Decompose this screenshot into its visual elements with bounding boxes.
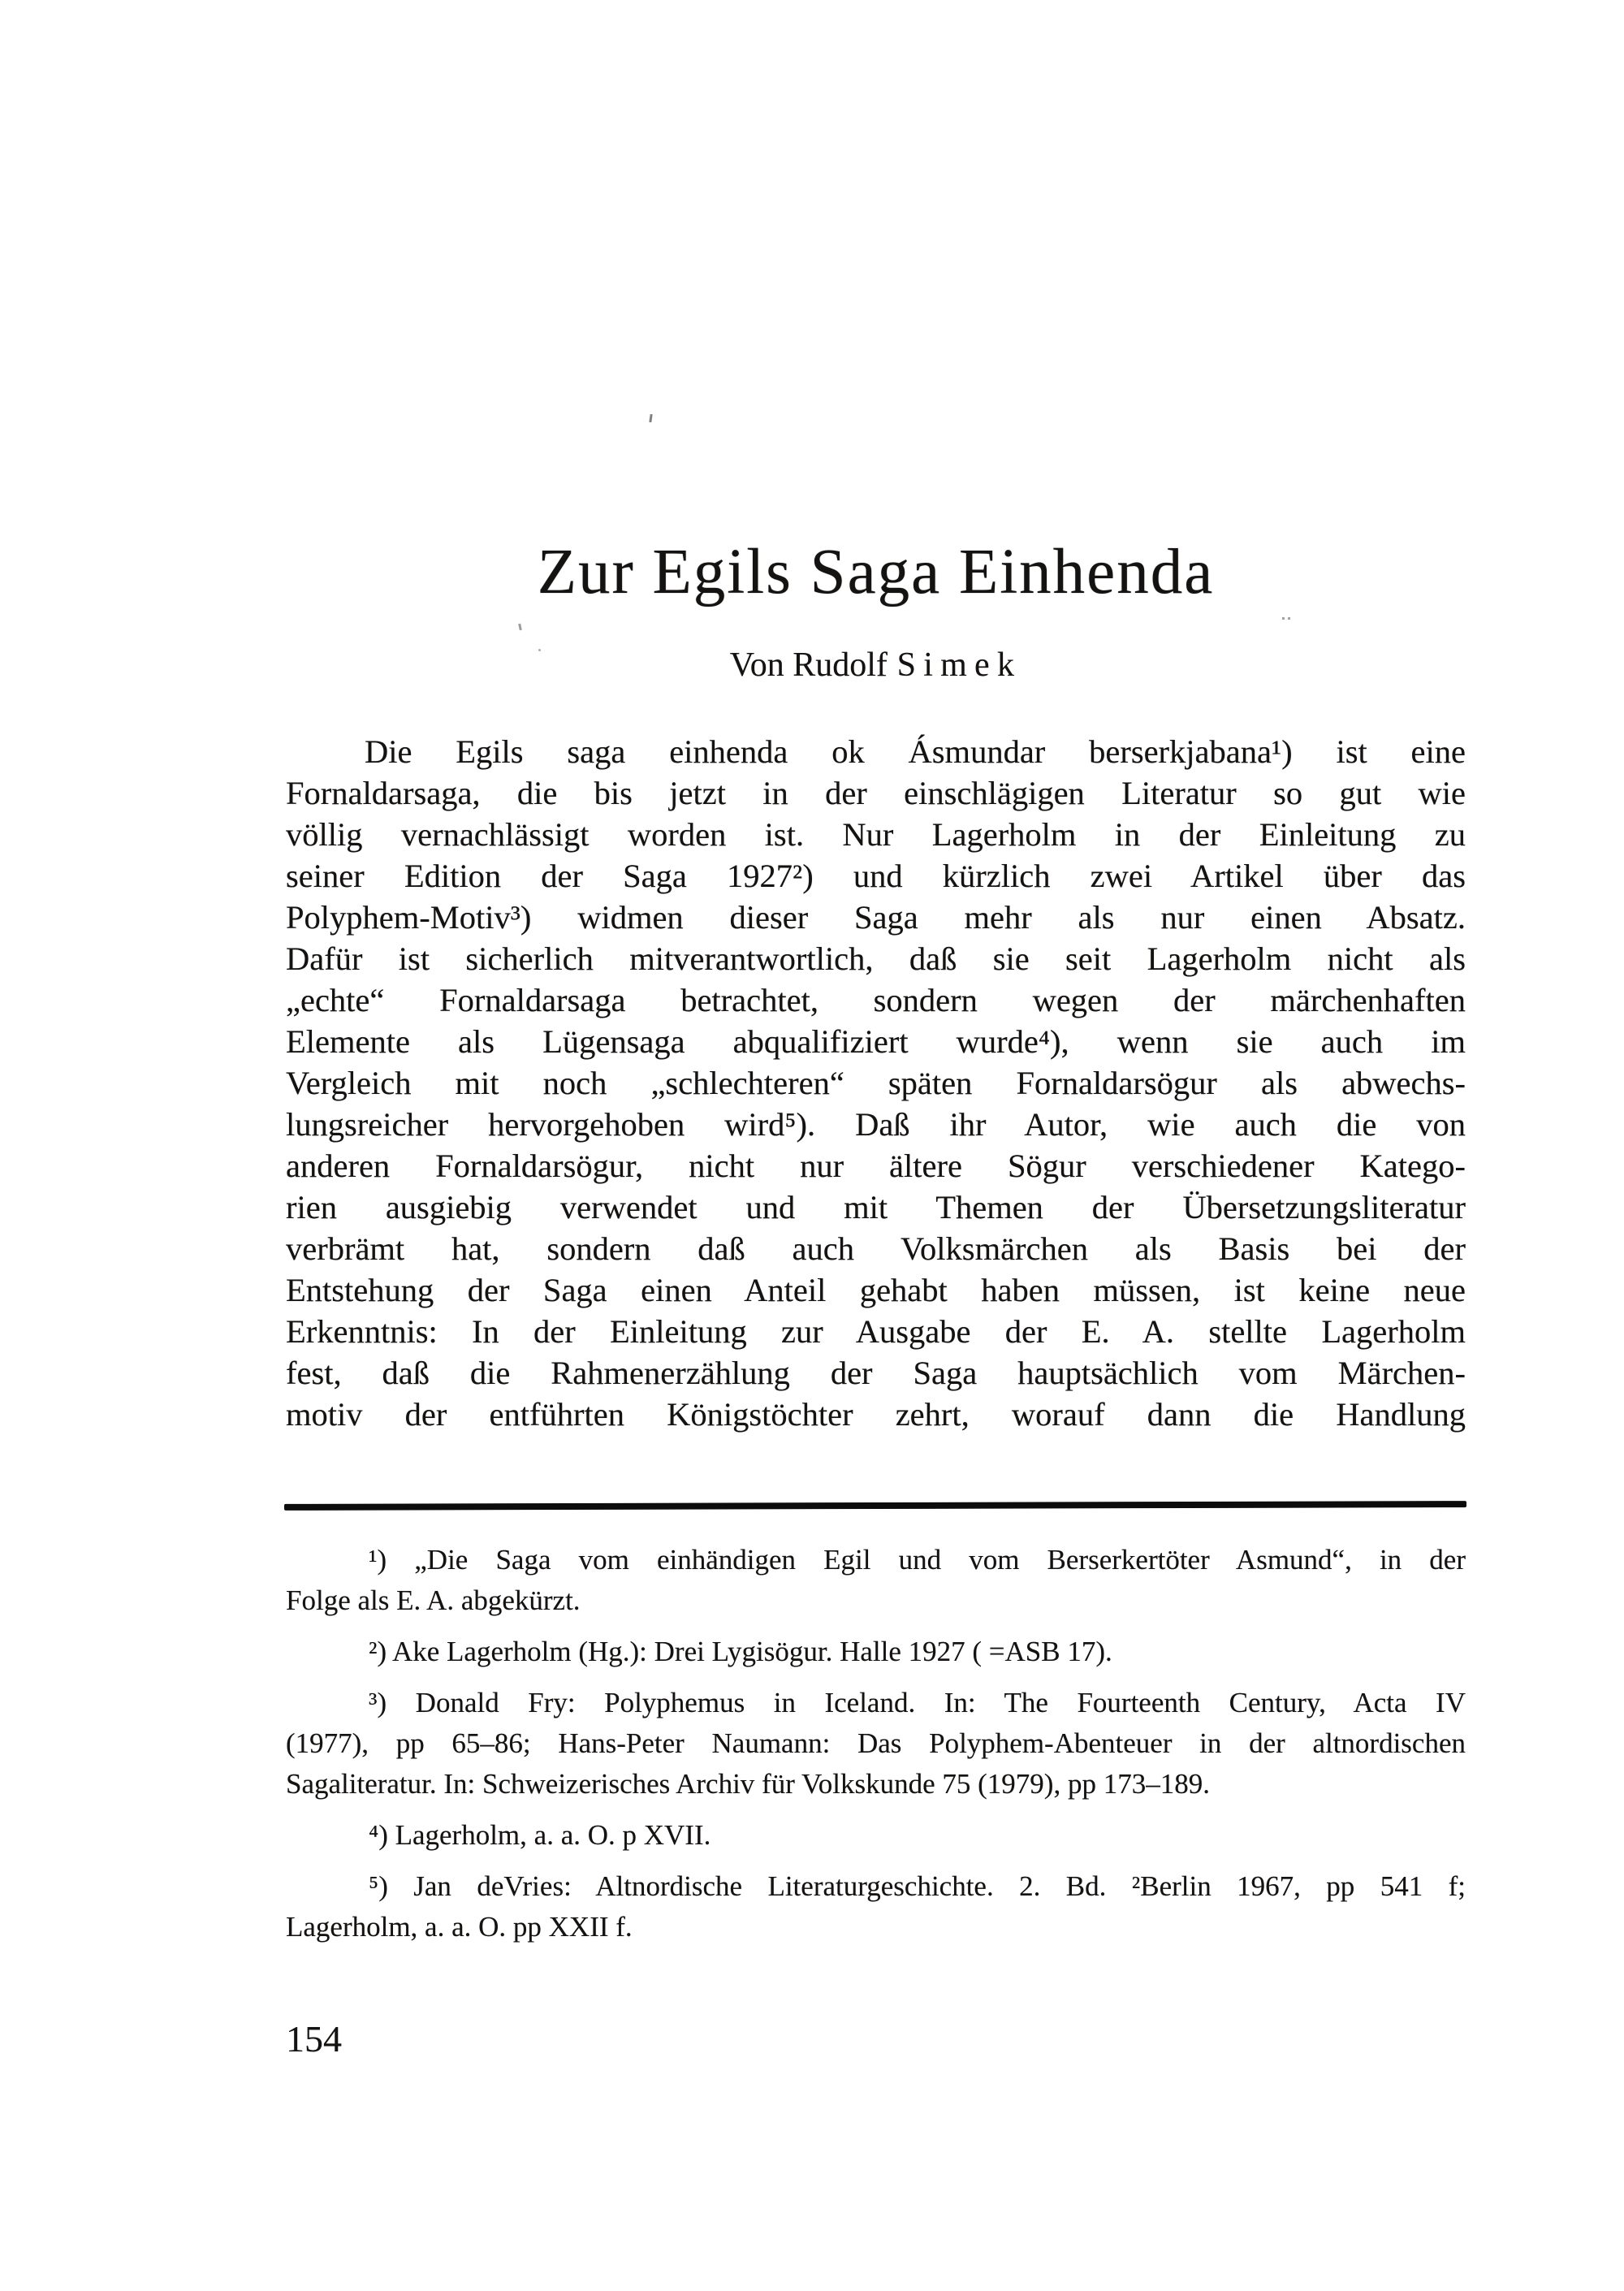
body-line: Die Egils saga einhenda ok Ásmundar berserkjabana¹) ist eine: [365, 733, 1466, 770]
scan-speck: [649, 414, 652, 422]
body-line: Elemente als Lügensaga abqualifiziert wurde⁴), wenn sie auch im: [286, 1023, 1466, 1060]
footnote-line: ³) Donald Fry: Polyphemus in Iceland. In: The Fourteenth Century, Acta IV: [369, 1687, 1466, 1718]
scan-speck: [538, 649, 541, 651]
footnote-line: Sagaliteratur. In: Schweizerisches Archiv für Volkskunde 75 (1979), pp 173–189.: [286, 1768, 1210, 1800]
footnote-line: ⁵) Jan deVries: Altnordische Literaturgeschichte. 2. Bd. ²Berlin 1967, pp 541 f;: [369, 1870, 1466, 1902]
body-line: lungsreicher hervorgehoben wird⁵). Daß ihr Autor, wie auch die von: [286, 1106, 1466, 1143]
byline: [286, 646, 1466, 685]
footnote-3: [286, 1683, 1466, 1805]
scan-speck: [518, 624, 522, 630]
footnote-line: (1977), pp 65–86; Hans-Peter Naumann: Das Polyphem-Abenteuer in der altnordischen: [286, 1727, 1466, 1759]
body-line: Vergleich mit noch „schlechteren“ späten Fornaldarsögur als abwechs-: [286, 1065, 1466, 1101]
body-line: rien ausgiebig verwendet und mit Themen der Übersetzungsliteratur: [286, 1189, 1466, 1225]
article-title: Zur Egils Saga Einhenda: [537, 537, 1215, 607]
byline-surname: Simek: [896, 646, 1022, 684]
body-line: Polyphem-Motiv³) widmen dieser Saga mehr als nur einen Absatz.: [286, 899, 1466, 936]
footnote-line: ²) Ake Lagerholm (Hg.): Drei Lygisögur. Halle 1927 ( =ASB 17).: [369, 1636, 1112, 1667]
footnote-line: Lagerholm, a. a. O. pp XXII f.: [286, 1911, 633, 1943]
page-number: 154: [286, 2018, 342, 2060]
body-line: Dafür ist sicherlich mitverantwortlich, daß sie seit Lagerholm nicht als: [286, 940, 1466, 977]
body-line: seiner Edition der Saga 1927²) und kürzlich zwei Artikel über das: [286, 858, 1466, 894]
footnote-5: [286, 1866, 1466, 1947]
footnote-line: Folge als E. A. abgekürzt.: [286, 1584, 581, 1616]
footnote-line: ⁴) Lagerholm, a. a. O. p XVII.: [369, 1819, 711, 1851]
body-line: fest, daß die Rahmenerzählung der Saga hauptsächlich vom Märchen-: [286, 1355, 1466, 1391]
body-line: Fornaldarsaga, die bis jetzt in der einschlägigen Literatur so gut wie: [286, 775, 1466, 811]
body-line: Entstehung der Saga einen Anteil gehabt haben müssen, ist keine neue: [286, 1272, 1466, 1308]
scan-speck: [1288, 617, 1290, 620]
scan-speck: [1282, 617, 1285, 620]
article-body: [286, 731, 1466, 1435]
footnote-separator: [284, 1501, 1466, 1511]
body-line: Erkenntnis: In der Einleitung zur Ausgabe der E. A. stellte Lagerholm: [286, 1313, 1466, 1350]
body-line: motiv der entführten Königstöchter zehrt, worauf dann die Handlung: [286, 1396, 1466, 1433]
footnote-4: [286, 1815, 1466, 1856]
byline-prefix: Von Rudolf: [729, 646, 888, 684]
footnote-1: [286, 1540, 1466, 1621]
body-line: verbrämt hat, sondern daß auch Volksmärchen als Basis bei der: [286, 1230, 1466, 1267]
footnote-2: [286, 1632, 1466, 1672]
body-line: „echte“ Fornaldarsaga betrachtet, sondern wegen der märchenhaften: [286, 982, 1466, 1018]
footnotes: [286, 1540, 1466, 1958]
footnote-line: ¹) „Die Saga vom einhändigen Egil und vom Berserkertöter Asmund“, in der: [369, 1544, 1466, 1576]
body-line: anderen Fornaldarsögur, nicht nur ältere Sögur verschiedener Katego-: [286, 1148, 1466, 1184]
body-line: völlig vernachlässigt worden ist. Nur Lagerholm in der Einleitung zu: [286, 816, 1466, 853]
